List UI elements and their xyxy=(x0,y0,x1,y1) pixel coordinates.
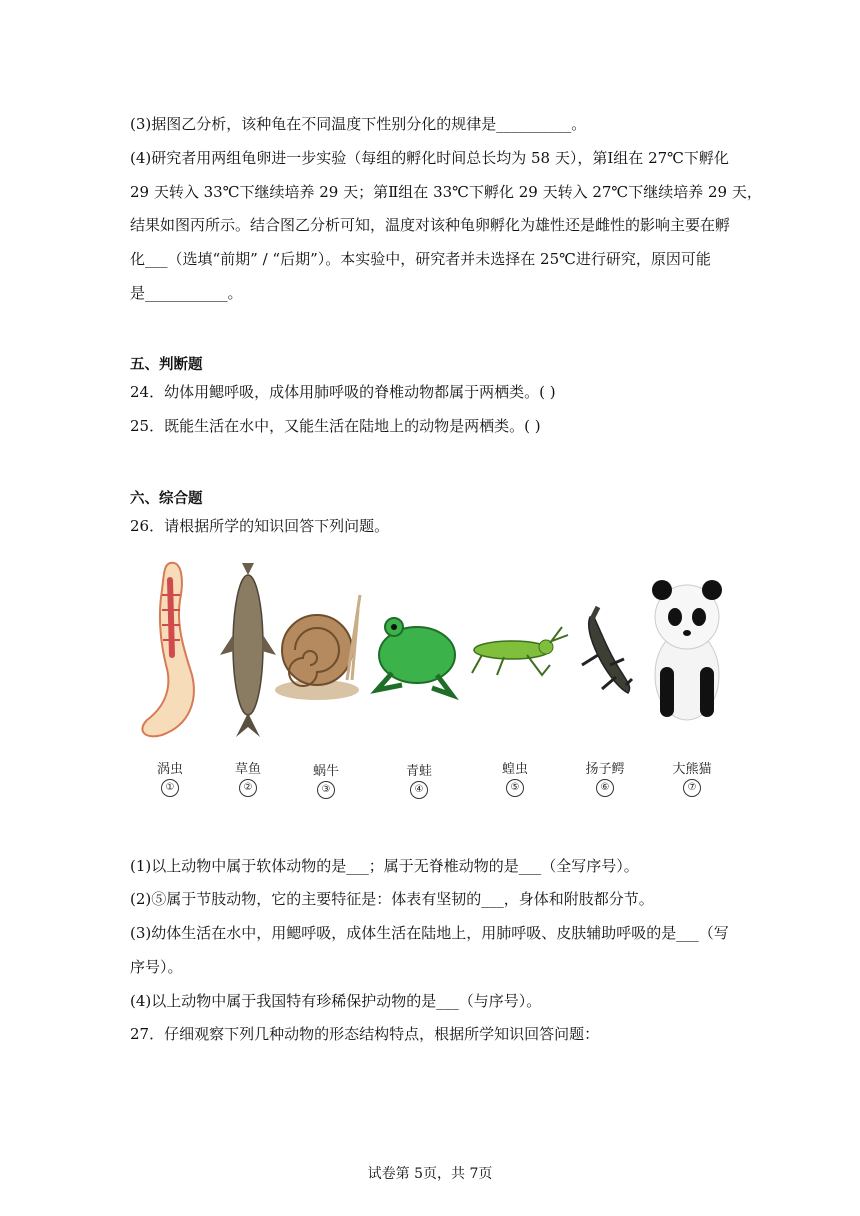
page-footer: 试卷第 5页，共 7页 xyxy=(367,1166,493,1182)
animal-label-3: 蜗牛 xyxy=(312,764,339,779)
question-26-part3-line2: 序号）。 xyxy=(130,958,183,976)
question-26-part4: (4)以上动物中属于我国特有珍稀保护动物的是___（与序号）。 xyxy=(130,992,542,1010)
animal-number-4: ④ xyxy=(410,781,428,799)
snail-image xyxy=(275,595,360,700)
section6-heading: 六、综合题 xyxy=(130,491,203,507)
question-26-part2: (2)⑤属于节肢动物，它的主要特征是：体表有坚韧的___，身体和附肢都分节。 xyxy=(130,890,654,908)
question-24: 24．幼体用鳃呼吸，成体用肺呼吸的脊椎动物都属于两栖类。( ) xyxy=(130,383,556,401)
animal-label-2: 草鱼 xyxy=(234,762,261,777)
q23-part4-line4: 化___（选填“前期” / “后期”）。本实验中，研究者并未选择在 25℃进行研究，原因可能 xyxy=(130,250,711,268)
animal-number-7: ⑦ xyxy=(683,779,701,797)
grasshopper-image xyxy=(472,627,568,675)
q23-part3: (3)据图乙分析，该种龟在不同温度下性别分化的规律是__________。 xyxy=(130,115,587,133)
animal-label-1: 涡虫 xyxy=(156,762,183,777)
animal-label-5: 蝗虫 xyxy=(501,762,528,777)
animal-number-3: ③ xyxy=(317,781,335,799)
question-26: 26．请根据所学的知识回答下列问题。 xyxy=(130,517,390,535)
flatworm-image xyxy=(142,563,193,737)
animal-label-6: 扬子鳄 xyxy=(585,762,625,777)
animal-label-7: 大熊猫 xyxy=(672,762,712,777)
animal-number-5: ⑤ xyxy=(506,779,524,797)
q23-part4-line5: 是___________。 xyxy=(130,284,243,302)
question-25: 25．既能生活在水中，又能生活在陆地上的动物是两栖类。( ) xyxy=(130,417,541,435)
panda-image xyxy=(652,580,722,720)
animal-number-6: ⑥ xyxy=(596,779,614,797)
animals-figure xyxy=(132,555,732,805)
section5-heading: 五、判断题 xyxy=(130,357,203,373)
frog-image xyxy=(377,618,455,695)
q23-part4-line2: 29 天转入 33℃下继续培养 29 天；第Ⅱ组在 33℃下孵化 29 天转入 27℃下继续培养 29 天， xyxy=(130,183,762,201)
question-27: 27．仔细观察下列几种动物的形态结构特点，根据所学知识回答问题： xyxy=(130,1025,600,1043)
grass-carp-image xyxy=(220,563,276,737)
q23-part4-line3: 结果如图丙所示。结合图乙分析可知，温度对该种龟卵孵化为雄性还是雌性的影响主要在孵 xyxy=(130,216,731,234)
animal-label-4: 青蛙 xyxy=(405,764,432,779)
animal-number-1: ① xyxy=(161,779,179,797)
question-26-part3-line1: (3)幼体生活在水中，用鳃呼吸，成体生活在陆地上，用肺呼吸、皮肤辅助呼吸的是___（写 xyxy=(130,924,729,942)
animal-number-2: ② xyxy=(239,779,257,797)
alligator-image xyxy=(582,607,632,693)
q23-part4-line1: (4)研究者用两组龟卵进一步实验（每组的孵化时间总长均为 58 天），第Ⅰ组在 27℃下孵化 xyxy=(130,149,729,167)
question-26-part1: (1)以上动物中属于软体动物的是___；属于无脊椎动物的是___（全写序号）。 xyxy=(130,857,639,875)
